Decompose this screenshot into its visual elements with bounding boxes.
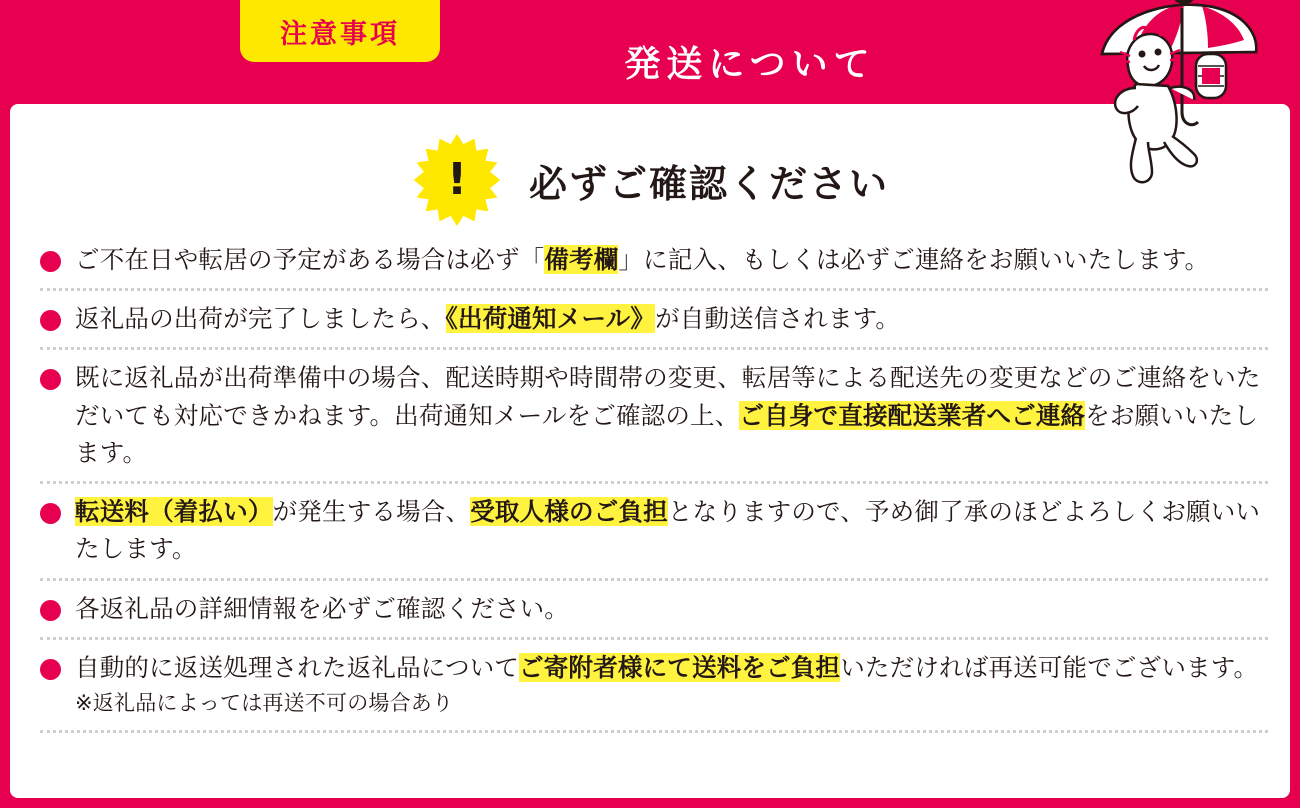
- notice-badge: [240, 0, 440, 62]
- text-segment: 《出荷通知メール》: [445, 304, 656, 334]
- notice-item-inner: [40, 241, 1268, 278]
- notice-badge-label: 注意事項: [280, 18, 400, 50]
- notice-item-inner: [40, 359, 1268, 471]
- bullet-icon: [40, 251, 61, 272]
- notice-item-shipping-notice-mail: [40, 291, 1268, 350]
- text-segment: が自動送信されます。: [655, 304, 901, 334]
- notice-item-auto-returned-items: [40, 640, 1268, 733]
- notice-item-text: [75, 493, 1268, 567]
- exclamation-mark: !: [446, 154, 468, 205]
- notice-item-text: [75, 649, 1258, 720]
- header-band: [0, 0, 1300, 108]
- notice-item-inner: [40, 493, 1268, 567]
- text-segment: 既に返礼品が出荷準備中の場合、配送時期や時間帯の変更、転居等による配送先の変更などのご連絡をいただいても対応できかねます。出荷通知メールをご確認の上、: [75, 363, 1261, 430]
- text-segment: 返礼品の出荷が完了しましたら、: [75, 304, 446, 334]
- notice-item-text: [75, 300, 900, 337]
- text-segment: となりますので、予め御了承のほどよろしくお願いいたします。: [75, 497, 1261, 564]
- text-segment: 転送料（着払い）: [75, 497, 273, 527]
- text-segment: ご寄附者様にて送料をご負担: [519, 652, 841, 682]
- notice-item-inner: [40, 649, 1268, 720]
- bullet-icon: [40, 369, 61, 390]
- subheading: [10, 134, 1290, 226]
- bullet-icon: [40, 659, 61, 680]
- text-segment: 備考欄: [544, 245, 619, 274]
- text-segment: 」に記入、もしくは必ずご連絡をお願いいたします。: [618, 245, 1210, 274]
- exclamation-burst-icon: [411, 134, 503, 226]
- text-segment: をお願いいたします。: [75, 400, 1259, 467]
- text-segment: ご不在日や転居の予定がある場合は必ず「: [75, 245, 545, 274]
- text-segment: いただければ再送可能でございます。: [840, 652, 1259, 682]
- bullet-icon: [40, 503, 61, 524]
- notice-item-text: [75, 590, 569, 627]
- notice-list: [40, 232, 1268, 733]
- subheading-text: 必ずご確認ください: [528, 161, 889, 206]
- notice-item-note: ※返礼品によっては再送不可の場合あり: [75, 691, 454, 716]
- text-segment: が発生する場合、: [272, 497, 471, 527]
- notice-item-inner: [40, 590, 1268, 627]
- notice-item-absence-or-move: [40, 232, 1268, 291]
- notice-item-text: [75, 359, 1268, 471]
- notice-item-already-preparing-shipment: [40, 350, 1268, 484]
- bullet-icon: [40, 310, 61, 331]
- notice-item-text: [75, 241, 1209, 278]
- text-segment: 各返礼品の詳細情報を必ずご確認ください。: [75, 593, 569, 623]
- notice-item-check-item-details: [40, 581, 1268, 640]
- notice-item-inner: [40, 300, 1268, 337]
- text-segment: 受取人様のご負担: [470, 497, 668, 527]
- content-card: [10, 104, 1290, 798]
- bullet-icon: [40, 600, 61, 621]
- text-segment: 自動的に返送処理された返礼品について: [75, 652, 520, 682]
- page-title: 発送について: [624, 44, 876, 85]
- notice-item-forwarding-fee: [40, 484, 1268, 580]
- text-segment: ご自身で直接配送業者へご連絡: [739, 400, 1086, 430]
